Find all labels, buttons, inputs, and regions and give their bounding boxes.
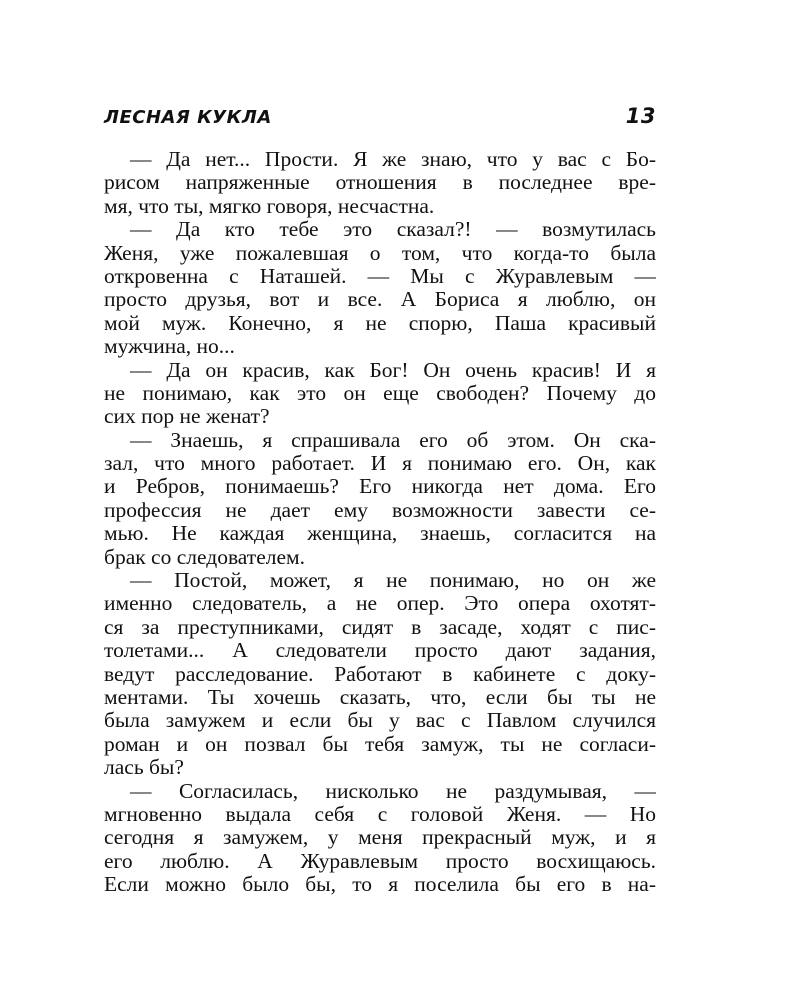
text-line: мью. Не каждая женщина, знаешь, согласится на — [104, 522, 656, 546]
text-line: роман и он позвал бы тебя замуж, ты не согласи- — [104, 732, 656, 756]
text-line: не понимаю, как это он еще свободен? Почему до — [104, 381, 656, 405]
text-line: мгновенно выдала себя с головой Женя. — Но — [104, 802, 656, 826]
text-line: — Знаешь, я спрашивала его об этом. Он ска- — [130, 428, 656, 452]
text-line: ментами. Ты хочешь сказать, что, если бы ты не — [104, 685, 656, 709]
text-line: — Постой, может, я не понимаю, но он же — [130, 569, 656, 593]
text-line: — Согласилась, нисколько не раздумывая, — — [130, 779, 656, 803]
text-line: Если можно было бы, то я поселила бы его в на- — [104, 873, 656, 897]
text-line: ся за преступниками, сидят в засаде, ходят с пис- — [104, 615, 656, 639]
text-line: — Да он красив, как Бог! Он очень красив! И я — [130, 358, 656, 382]
text-line: лась бы? — [104, 756, 184, 780]
text-line: — Да кто тебе это сказал?! — возмутилась — [130, 218, 656, 242]
book-page — [104, 104, 656, 897]
text-line: рисом напряженные отношения в последнее вре- — [104, 171, 656, 195]
text-line: профессия не дает ему возможности завести се- — [104, 498, 656, 522]
text-line: брак со следователем. — [104, 545, 305, 569]
text-line: мя, что ты, мягко говоря, несчастна. — [104, 194, 435, 218]
text-line: его люблю. А Журавлевым просто восхищаюсь. — [104, 849, 656, 873]
text-line: откровенна с Наташей. — Мы с Журавлевым — — [104, 264, 656, 288]
text-line: была замужем и если бы у вас с Павлом случился — [104, 709, 656, 733]
text-line: зал, что много работает. И я понимаю его. Он, как — [104, 452, 656, 476]
text-line: мужчина, но... — [104, 335, 235, 359]
page-number: 13 — [625, 104, 656, 128]
text-line: — Да нет... Прости. Я же знаю, что у вас с Бо- — [130, 148, 656, 171]
running-head — [104, 104, 656, 138]
text-line: именно следователь, а не опер. Это опера охотят- — [104, 592, 656, 616]
body-text — [104, 148, 656, 897]
text-line: сегодня я замужем, у меня прекрасный муж, и я — [104, 826, 656, 850]
text-line: ведут расследование. Работают в кабинете с доку- — [104, 662, 656, 686]
text-line: сих пор не женат? — [104, 405, 270, 429]
text-line: мой муж. Конечно, я не спорю, Паша красивый — [104, 311, 656, 335]
text-line: просто друзья, вот и все. А Бориса я люблю, он — [104, 288, 656, 312]
running-title: ЛЕСНАЯ КУКЛА — [104, 107, 272, 128]
text-line: и Ребров, понимаешь? Его никогда нет дома. Его — [104, 475, 656, 499]
text-line: толетами... А следователи просто дают задания, — [104, 639, 656, 663]
text-line: Женя, уже пожалевшая о том, что когда-то была — [104, 241, 656, 265]
